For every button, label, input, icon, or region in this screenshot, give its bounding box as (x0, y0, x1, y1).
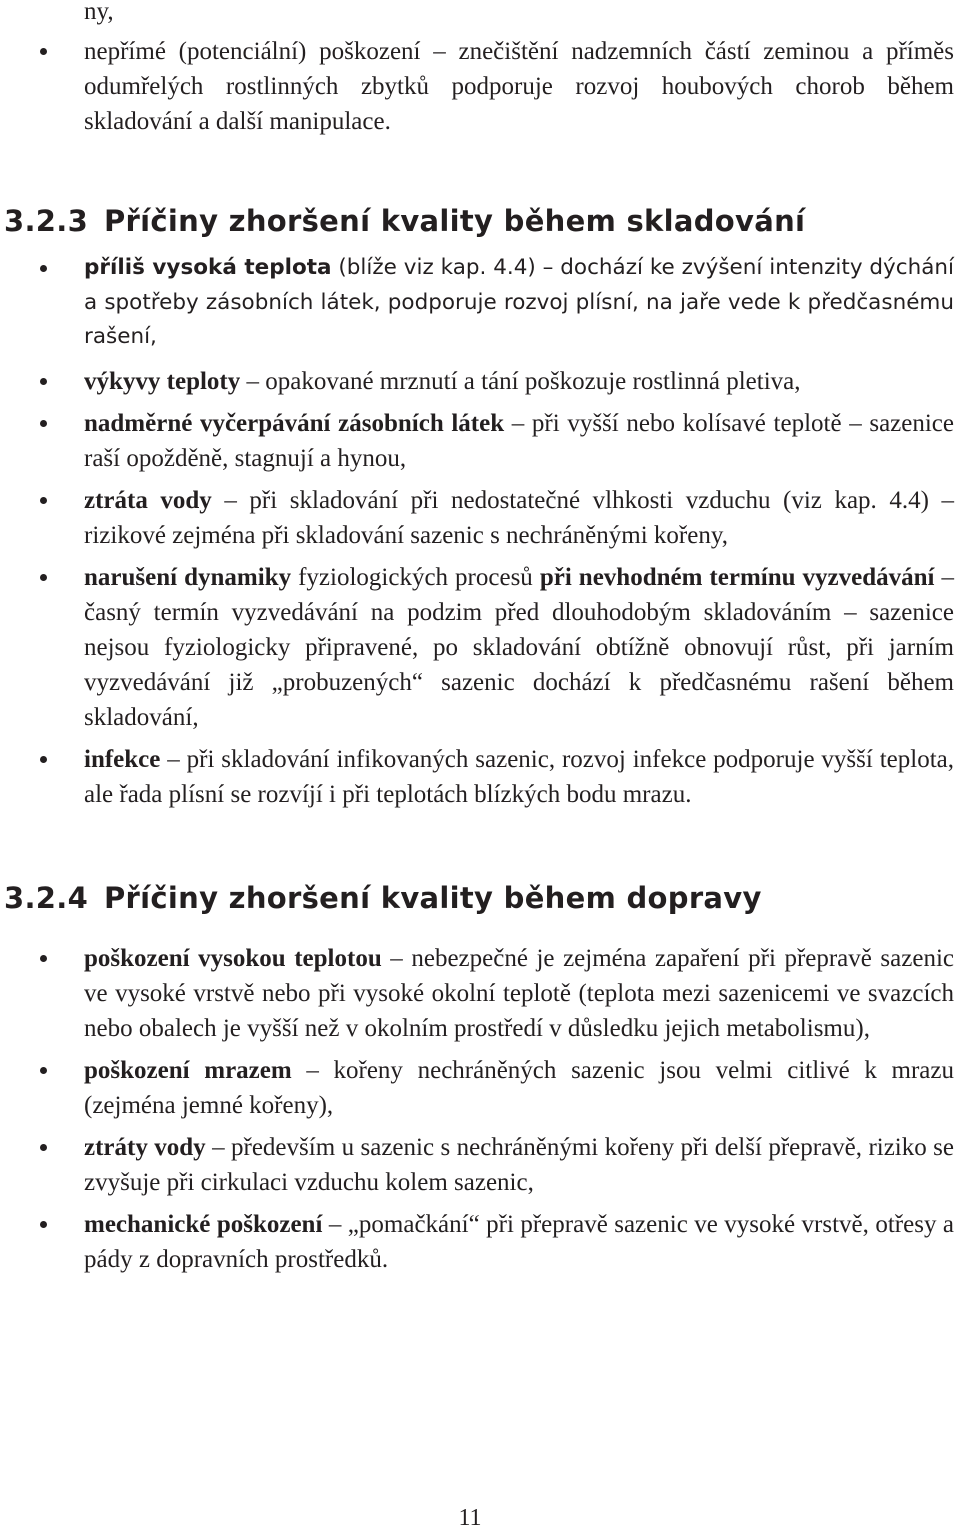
storage-causes-list-cont (0, 364, 960, 812)
list-item-text-2: – časný termín vyzvedávání na podzim před dlouhodobým skladováním – sazenice nejsou fyziologicky připravené, po skladování obtížně obnovují růst, při jarním vyzvedávání již „probuzených“ sazenic dochází k předčasnému rašení během skladování, (84, 564, 955, 731)
list-item-term: narušení dynamiky (84, 564, 292, 591)
list-item-term: poškození mrazem (84, 1057, 292, 1084)
list-item-text: – při vyšší nebo kolísavé teplotě – sazenice raší opožděně, stagnují a hynou, (84, 410, 955, 472)
list-item-text: – „pomačkání“ při přepravě sazenic ve vysoké vrstvě, otřesy a pády z dopravních prostředků. (84, 1211, 954, 1273)
list-item (0, 364, 954, 399)
bullet-icon (40, 265, 47, 272)
list-item-term: ztráta vody (84, 487, 212, 514)
bullet-icon (40, 497, 47, 504)
list-item-text: – opakované mrznutí a tání poškozuje rostlinná pletiva, (240, 368, 801, 395)
list-item-text: fyziologických procesů (291, 564, 540, 591)
list-item-text: – nebezpečné je zejména zapaření při přepravě sazenic ve vysoké vrstvě nebo při vysoké okolní teplotě (teplota mezi sazenicemi ve svazcích nebo obalech je vyšší než v okolním prostředí v důsledku jejich metabolismu), (84, 945, 954, 1042)
list-item (0, 1207, 954, 1277)
bullet-icon (40, 574, 47, 581)
storage-causes-list (0, 251, 960, 355)
intro-list (0, 34, 960, 139)
list-item (0, 1130, 954, 1200)
list-item (0, 406, 954, 476)
bullet-icon (40, 1067, 47, 1074)
bullet-icon (40, 1144, 47, 1151)
list-item (0, 34, 954, 139)
list-item-term: výkyvy teploty (84, 368, 241, 395)
transport-causes-list (0, 941, 960, 1277)
section-title: Příčiny zhoršení kvality během dopravy (104, 881, 762, 915)
list-item-term: infekce (84, 746, 161, 773)
section-title: Příčiny zhoršení kvality během skladování (104, 204, 806, 238)
list-item (0, 483, 954, 553)
list-item-text: (blíže viz kap. 4.4) – dochází ke zvýšení intenzity dýchání a spotřeby zásobních látek, podporuje rozvoj plísní, na jaře vede k předčasnému rašení, (84, 255, 955, 349)
bullet-icon (40, 1221, 47, 1228)
list-item-text: nepřímé (potenciální) poškození – znečištění nadzemních částí zeminou a příměs odumřelých rostlinných zbytků podporuje rozvoj houbových chorob během skladování a další manipulace. (84, 38, 954, 135)
list-item-term: poškození vysokou teplotou (84, 945, 382, 972)
bullet-icon (40, 756, 47, 763)
bullet-icon (40, 378, 47, 385)
list-item-term: mechanické poškození (84, 1211, 323, 1238)
list-item (0, 742, 954, 812)
list-item (0, 251, 954, 355)
bullet-icon (40, 955, 47, 962)
page-number: 11 (458, 1505, 482, 1531)
list-item-text: – především u sazenic s nechráněnými kořeny při delší přepravě, riziko se zvyšuje při cirkulaci vzduchu kolem sazenic, (84, 1134, 954, 1196)
list-item (0, 560, 954, 735)
list-item (0, 1053, 954, 1123)
list-item-term: příliš vysoká teplota (84, 255, 332, 280)
list-item-term-2: při nevhodném termínu vyzvedávání (539, 564, 935, 591)
list-item-term: nadměrné vyčerpávání zásobních látek (84, 410, 505, 437)
bullet-icon (40, 420, 47, 427)
list-item-term: ztráty vody (84, 1134, 206, 1161)
section-number: 3.2.4 (4, 881, 89, 915)
section-number: 3.2.3 (4, 204, 89, 238)
list-item-text: – při skladování při nedostatečné vlhkosti vzduchu (viz kap. 4.4) – rizikové zejména při skladování sazenic s nechráněnými kořeny, (84, 487, 954, 549)
list-item (0, 941, 954, 1046)
top-fragment: ny, (84, 0, 114, 25)
bullet-icon (40, 48, 47, 55)
list-item-text: – při skladování infikovaných sazenic, rozvoj infekce podporuje vyšší teplota, ale řada plísní se rozvíjí i při teplotách blízkých bodu mrazu. (84, 746, 954, 808)
list-item-text: – kořeny nechráněných sazenic jsou velmi citlivé k mrazu (zejména jemné kořeny), (84, 1057, 954, 1119)
